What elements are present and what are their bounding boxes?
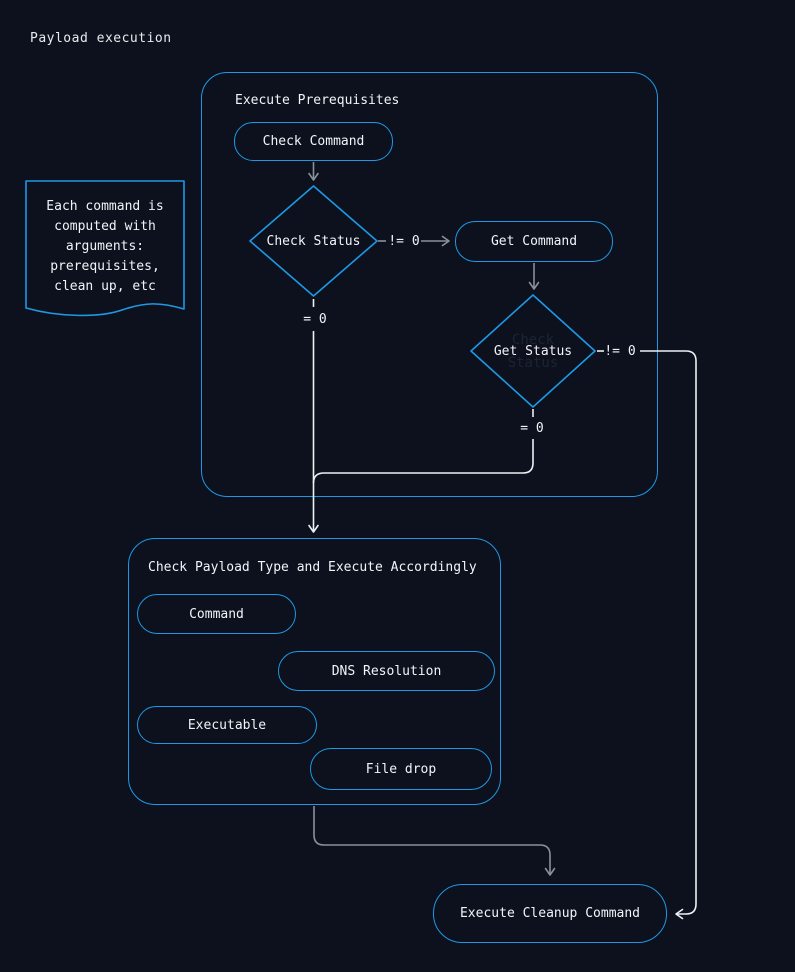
check-status-not-zero-label: != 0: [388, 234, 420, 249]
get-command-label: Get Command: [490, 234, 578, 249]
edge-get-status-eq0-merge: [314, 439, 534, 483]
edge-payload-group-to-cleanup: [314, 806, 550, 875]
check-command-label: Check Command: [262, 134, 365, 149]
check-status-label: Check Status: [266, 233, 361, 249]
get-status-label: Get Status: [493, 343, 573, 359]
page-title: Payload execution: [30, 31, 172, 46]
file-drop-node: [310, 748, 492, 790]
file-drop-label: File drop: [365, 761, 437, 777]
note-text: Each command is computed with arguments: prerequisites, clean up, etc: [46, 199, 164, 294]
check-status-zero-label: = 0: [303, 312, 327, 327]
group-check-payload-type-label: Check Payload Type and Execute Accordingly: [148, 560, 477, 575]
command-label: Command: [189, 606, 244, 622]
get-status-zero-label: = 0: [520, 421, 544, 436]
note: [26, 188, 184, 306]
check-command-node: [234, 122, 393, 161]
dns-resolution-node: [278, 651, 495, 691]
executable-label: Executable: [187, 717, 267, 733]
execute-cleanup-command-label: Execute Cleanup Command: [459, 906, 640, 921]
get-status-not-zero-label: != 0: [604, 344, 636, 359]
edge-get-status-to-cleanup: [640, 351, 696, 914]
execute-cleanup-command-node: [433, 884, 667, 943]
executable-node: [137, 706, 317, 744]
get-command-node: [455, 221, 613, 262]
dns-resolution-label: DNS Resolution: [331, 663, 442, 679]
get-status-ghost-label: Check Status: [507, 332, 559, 371]
command-node: [137, 594, 296, 634]
group-execute-prerequisites-label: Execute Prerequisites: [235, 93, 400, 108]
